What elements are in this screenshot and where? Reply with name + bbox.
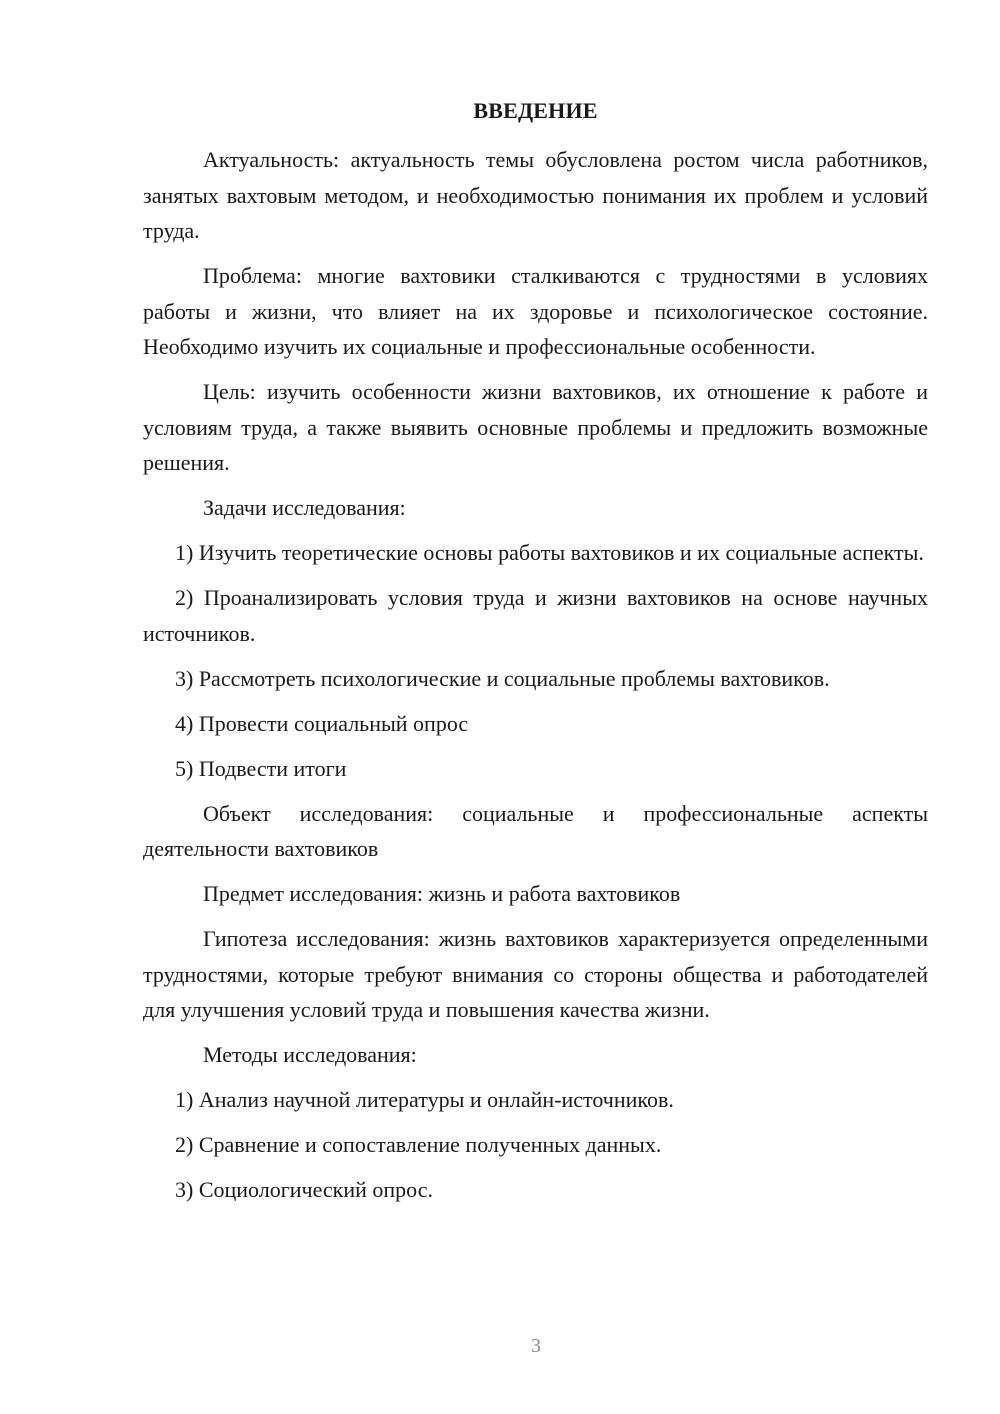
hypothesis-paragraph: Гипотеза исследования: жизнь вахтовиков характеризуется определенными трудностями, которые требуют внимания со стороны общества и работодателей для улучшения условий труда и повышения качества жизни.	[143, 926, 928, 1022]
method-item: 2) Сравнение и сопоставление полученных данных.	[175, 1132, 662, 1157]
task-item: 5) Подвести итоги	[175, 755, 347, 781]
section-title: ВВЕДЕНИЕ	[473, 98, 598, 123]
task-item: 4) Провести социальный опрос	[175, 710, 469, 736]
methods-heading: Методы исследования:	[203, 1042, 417, 1067]
object-paragraph: Объект исследования: социальные и профессиональные аспекты деятельности вахтовиков	[143, 800, 928, 861]
method-item: 1) Анализ научной литературы и онлайн-источников.	[175, 1087, 674, 1112]
relevance-paragraph: Актуальность: актуальность темы обусловлена ростом числа работников, занятых вахтовым методом, и необходимостью понимания их проблем и условий труда.	[143, 147, 928, 243]
subject-paragraph: Предмет исследования: жизнь и работа вахтовиков	[203, 881, 681, 906]
tasks-heading: Задачи исследования:	[203, 495, 406, 520]
method-item: 3) Социологический опрос.	[175, 1177, 433, 1202]
page-number: 3	[531, 1335, 541, 1357]
task-item: 1) Изучить теоретические основы работы вахтовиков и их социальные аспекты.	[175, 540, 924, 565]
goal-paragraph: Цель: изучить особенности жизни вахтовиков, их отношение к работе и условиям труда, а также выявить основные проблемы и предложить возможные решения.	[143, 379, 928, 475]
section-body	[143, 142, 928, 1217]
task-item: 3) Рассмотреть психологические и социальные проблемы вахтовиков.	[175, 665, 830, 691]
problem-paragraph: Проблема: многие вахтовики сталкиваются с трудностями в условиях работы и жизни, что влияет на их здоровье и психологическое состояние. Необходимо изучить их социальные и профессиональные особенности.	[143, 263, 928, 359]
task-item: 2) Проанализировать условия труда и жизни вахтовиков на основе научных источников.	[143, 585, 928, 646]
